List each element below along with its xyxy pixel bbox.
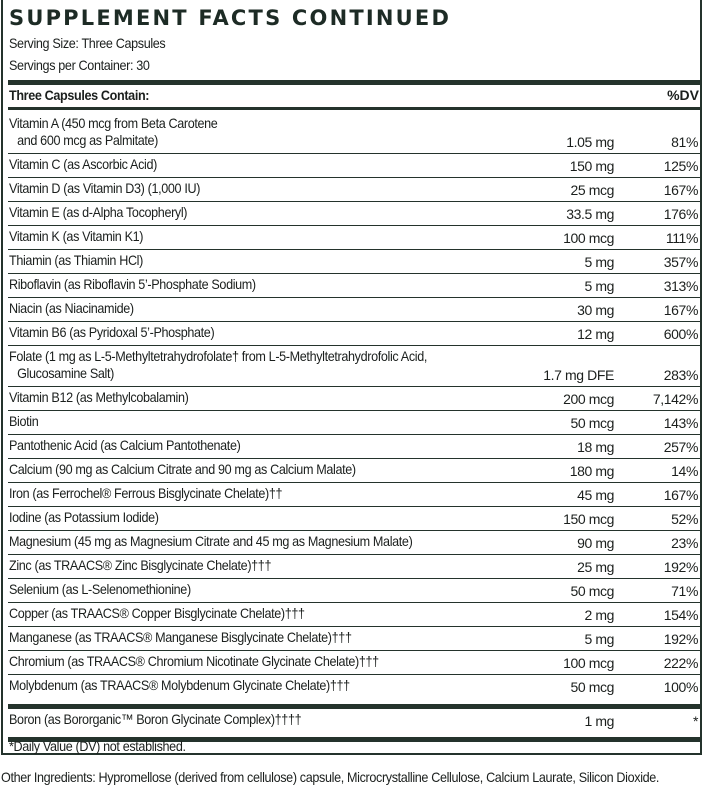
nutrient-dv: 176%	[663, 206, 698, 222]
nutrient-amount: 30 mg	[577, 302, 614, 318]
table-row	[8, 226, 701, 250]
nutrient-dv: 100%	[663, 679, 698, 695]
nutrient-amount: 18 mg	[577, 439, 614, 455]
nutrient-dv: 143%	[663, 415, 698, 431]
nutrient-name: Iodine (as Potassium Iodide)	[9, 509, 159, 525]
nutrient-name: Chromium (as TRAACS® Chromium Nicotinate Glycinate Chelate)†††	[9, 653, 379, 669]
nutrient-name: Pantothenic Acid (as Calcium Pantothenate)	[9, 437, 241, 453]
nutrient-amount: 50 mcg	[570, 679, 614, 695]
nutrient-dv: 313%	[663, 278, 698, 294]
nutrient-name: Boron (as Bororganic™ Boron Glycinate Complex)††††	[9, 711, 302, 727]
nutrient-amount: 100 mcg	[563, 230, 614, 246]
table-row	[8, 387, 701, 411]
footnote: *Daily Value (DV) not established.	[9, 738, 186, 754]
nutrient-name: Vitamin B6 (as Pyridoxal 5’-Phosphate)	[9, 324, 215, 340]
nutrient-name: Vitamin D (as Vitamin D3) (1,000 IU)	[9, 180, 201, 196]
table-row	[8, 298, 701, 322]
nutrient-dv: 71%	[671, 583, 698, 599]
nutrient-dv: 192%	[663, 559, 698, 575]
nutrient-name: Vitamin E (as d-Alpha Tocopheryl)	[9, 204, 188, 220]
table-row	[8, 154, 701, 178]
header-dv: %DV	[667, 87, 699, 103]
nutrient-dv: 192%	[663, 631, 698, 647]
nutrient-dv: 167%	[663, 487, 698, 503]
nutrient-name: Niacin (as Niacinamide)	[9, 300, 134, 316]
nutrient-amount: 1 mg	[584, 713, 614, 729]
serving-size: Serving Size: Three Capsules	[9, 35, 166, 51]
nutrient-amount: 1.7 mg DFE	[543, 367, 614, 383]
nutrient-amount: 50 mcg	[570, 583, 614, 599]
nutrient-amount: 25 mcg	[570, 182, 614, 198]
table-row	[8, 274, 701, 298]
divider-thick	[8, 80, 701, 85]
boron-section	[8, 709, 701, 732]
nutrient-amount: 100 mcg	[563, 655, 614, 671]
table-row	[8, 709, 701, 732]
nutrient-dv: 52%	[671, 511, 698, 527]
nutrient-amount: 50 mcg	[570, 415, 614, 431]
nutrient-amount: 150 mcg	[563, 511, 614, 527]
nutrient-dv: 125%	[663, 158, 698, 174]
table-row	[8, 250, 701, 274]
nutrient-name: Vitamin A (450 mcg from Beta Carotene and 600 mcg as Palmitate)	[9, 115, 218, 148]
servings-per-container: Servings per Container: 30	[9, 57, 150, 73]
table-row	[8, 603, 701, 627]
nutrient-dv: 154%	[663, 607, 698, 623]
nutrient-amount: 1.05 mg	[566, 134, 614, 150]
table-row	[8, 459, 701, 483]
nutrient-name: Vitamin B12 (as Methylcobalamin)	[9, 389, 189, 405]
table-row	[8, 555, 701, 579]
nutrient-name: Riboflavin (as Riboflavin 5’-Phosphate Sodium)	[9, 276, 256, 292]
nutrient-amount: 45 mg	[577, 487, 614, 503]
nutrient-table	[8, 113, 701, 698]
table-row	[8, 483, 701, 507]
nutrient-dv: 357%	[663, 254, 698, 270]
table-row	[8, 202, 701, 226]
nutrient-name: Folate (1 mg as L-5-Methyltetrahydrofolate† from L-5-Methyltetrahydrofolic Acid, Glucosamine Salt)	[9, 348, 427, 381]
nutrient-name: Selenium (as L-Selenomethionine)	[9, 581, 191, 597]
nutrient-amount: 180 mg	[569, 463, 614, 479]
nutrient-amount: 2 mg	[584, 607, 614, 623]
nutrient-name: Vitamin C (as Ascorbic Acid)	[9, 156, 157, 172]
table-row	[8, 322, 701, 346]
nutrient-dv: 283%	[663, 367, 698, 383]
nutrient-amount: 25 mg	[577, 559, 614, 575]
nutrient-dv: 167%	[663, 182, 698, 198]
nutrient-name: Calcium (90 mg as Calcium Citrate and 90 mg as Calcium Malate)	[9, 461, 356, 477]
nutrient-dv: 14%	[671, 463, 698, 479]
table-row	[8, 435, 701, 459]
nutrient-name: Zinc (as TRAACS® Zinc Bisglycinate Chelate)†††	[9, 557, 272, 573]
nutrient-name: Vitamin K (as Vitamin K1)	[9, 228, 144, 244]
table-row	[8, 346, 701, 387]
table-row	[8, 178, 701, 202]
nutrient-dv: 23%	[671, 535, 698, 551]
nutrient-amount: 150 mg	[569, 158, 614, 174]
divider	[8, 107, 701, 110]
nutrient-amount: 200 mcg	[563, 391, 614, 407]
table-row	[8, 113, 701, 154]
nutrient-amount: 12 mg	[577, 326, 614, 342]
table-row	[8, 627, 701, 651]
nutrient-dv: 167%	[663, 302, 698, 318]
nutrient-dv: 111%	[665, 230, 698, 246]
nutrient-name: Thiamin (as Thiamin HCl)	[9, 252, 143, 268]
table-row	[8, 579, 701, 603]
nutrient-dv: *	[692, 713, 698, 729]
nutrient-amount: 5 mg	[584, 278, 614, 294]
panel-title: SUPPLEMENT FACTS CONTINUED	[9, 6, 452, 30]
other-ingredients: Other Ingredients: Hypromellose (derived from cellulose) capsule, Microcrystalline Cellulose, Calcium Laurate, Silicon Dioxide.	[1, 769, 660, 785]
nutrient-name: Molybdenum (as TRAACS® Molybdenum Glycinate Chelate)†††	[9, 677, 350, 693]
nutrient-dv: 81%	[671, 134, 698, 150]
header-label: Three Capsules Contain:	[9, 87, 150, 103]
nutrient-name: Copper (as TRAACS® Copper Bisglycinate Chelate)†††	[9, 605, 305, 621]
nutrient-amount: 90 mg	[577, 535, 614, 551]
nutrient-amount: 33.5 mg	[566, 206, 614, 222]
nutrient-name: Biotin	[9, 413, 39, 429]
table-row	[8, 411, 701, 435]
nutrient-dv: 7,142%	[652, 391, 698, 407]
nutrient-name: Manganese (as TRAACS® Manganese Bisglycinate Chelate)†††	[9, 629, 352, 645]
table-row	[8, 651, 701, 675]
table-row	[8, 507, 701, 531]
nutrient-name: Iron (as Ferrochel® Ferrous Bisglycinate Chelate)††	[9, 485, 283, 501]
nutrient-dv: 600%	[663, 326, 698, 342]
nutrient-dv: 257%	[663, 439, 698, 455]
nutrient-name: Magnesium (45 mg as Magnesium Citrate and 45 mg as Magnesium Malate)	[9, 533, 413, 549]
nutrient-amount: 5 mg	[584, 631, 614, 647]
table-row	[8, 531, 701, 555]
nutrient-amount: 5 mg	[584, 254, 614, 270]
table-row	[8, 675, 701, 698]
nutrient-dv: 222%	[663, 655, 698, 671]
